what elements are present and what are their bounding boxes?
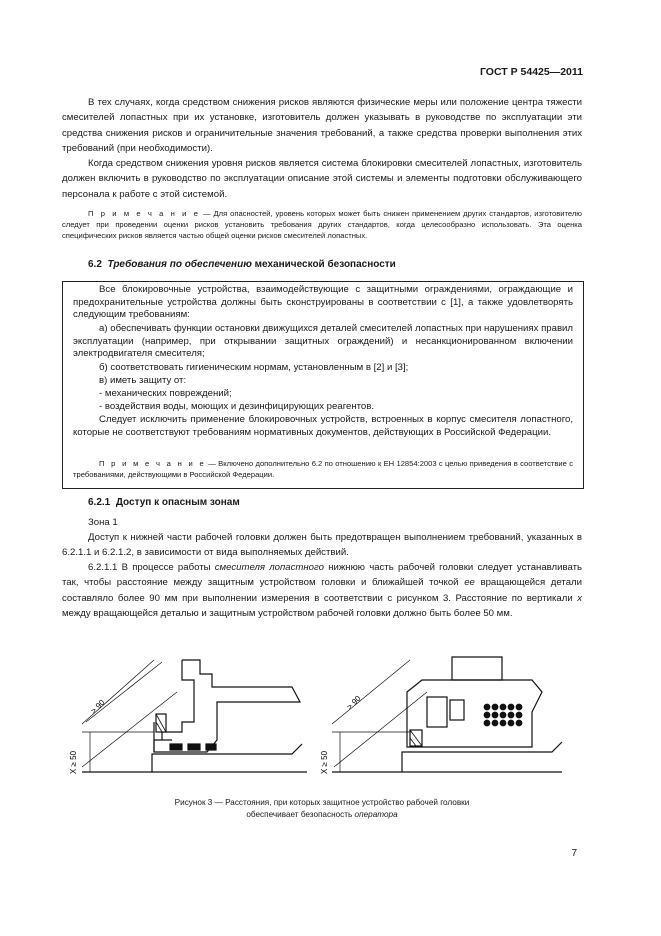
section-6-2-1-heading: [88, 497, 240, 508]
p4-part-g: между вращающейся деталью и защитным устройством рабочей головки должно быть более 50 мм.: [62, 607, 513, 619]
subsection-title: Доступ к опасным зонам: [115, 497, 240, 508]
p4-part-c: нижнюю часть рабочей головки следует устанавливать так, чтобы расстояние между защитным устройством головки и ближайшей точкой: [62, 562, 583, 589]
document-id: ГОСТ Р 54425—2011: [479, 66, 583, 78]
box-note: [73, 458, 573, 480]
box-item-b: б) соответствовать гигиеническим нормам, установленным в [2] и [3];: [99, 362, 409, 373]
caption-line2-text: обеспечивает безопасность: [246, 810, 355, 819]
right-vertical-dimension: X ≥ 50: [320, 750, 329, 774]
figure-3-drawing: [62, 652, 582, 792]
note-other-standards: [62, 208, 582, 241]
note-label: П р и м е ч а н и е: [88, 209, 201, 218]
p4-part-a: 6.2.1.1 В процессе работы: [88, 562, 215, 573]
box-intro: Все блокировочные устройства, взаимодействующие с защитными ограждениями, ограждающие и предохранительные устройства должны быть сконструированы в соответствии с [1], а также удовлетворять следующим требованиям:: [73, 284, 573, 321]
right-mixer-drawing: [332, 657, 562, 772]
page-number: 7: [571, 848, 577, 859]
box-note-label: П р и м е ч а н и е: [99, 459, 206, 468]
p4-part-f: x: [577, 592, 582, 604]
right-gear-pack: [484, 704, 522, 726]
requirements-box: [62, 281, 584, 489]
box-dash-water: - воздействия воды, моющих и дезинфицирующих реагентов.: [99, 401, 374, 412]
note-text: — Для опасностей, уровень которых может быть снижен применением других стандартов, изготовителю следует при проведении оценки рисков установить требования других стандартов, когда целесообразно использовать. Эта оценка специфических рисков является частью общей оценки рисков смесителей лопастных.: [62, 209, 582, 240]
box-dash-mechanical: - механических повреждений;: [99, 388, 232, 399]
section-title-italic: Требования по обеспечению: [107, 259, 252, 270]
left-vertical-dimension: X ≥ 50: [69, 750, 78, 774]
left-mixer-drawing: [82, 660, 307, 772]
zone-label: Зона 1: [88, 517, 118, 528]
box-note-text: — Включено дополнительно 6.2 по отношению к ЕН 12854:2003 с целью приведения в соответствие с требованиями, действующими в Российской Федерации.: [73, 459, 573, 479]
p4-part-b: смесителя лопастного: [214, 562, 324, 573]
caption-line2-italic: оператора: [354, 810, 398, 819]
box-item-a: а) обеспечивать функции остановки движущихся деталей смесителей лопастных при нарушениях правил эксплуатации (например, при открывании защитных ограждений) и несанкционированном включении электродвигателя смесителя;: [73, 323, 573, 360]
figure-caption-line1: Рисунок 3 — Расстояния, при которых защитное устройство рабочей головки: [174, 798, 470, 807]
paragraph-6-2-1-1: [62, 560, 582, 621]
box-closing: Следует исключить применение блокировочных устройств, встроенных в корпус смесителя лопастного, которые не соответствуют требованиям нормативных документов, действующих в Российской Федерации.: [73, 414, 573, 438]
section-6-2-heading: [88, 259, 396, 270]
paragraph-risk-measures: В тех случаях, когда средством снижения рисков являются физические меры или положение центра тяжести смесителей лопастных при их установке, изготовитель должен указывать в руководстве по эксплуатации эти средства снижения рисков и ограничительные значения требований, а также средства проверки выполнения этих требований (при необходимости).: [62, 97, 582, 154]
subsection-number: 6.2.1: [88, 497, 111, 508]
right-diagonal-dimension: > 90: [345, 693, 363, 712]
section-number: 6.2: [88, 259, 102, 270]
left-diagonal-dimension: > 90: [89, 697, 107, 716]
p4-part-e: вращающейся детали составляло более 90 мм при выполнении измерения в соответствии с рисунком 3. Расстояние по вертикали: [62, 577, 582, 604]
box-item-c: в) иметь защиту от:: [99, 375, 187, 386]
p4-part-d: ее: [464, 577, 475, 589]
paragraph-access-prevention: Доступ к нижней части рабочей головки должен быть предотвращен выполнением требований, указанных в 6.2.1.1 и 6.2.1.2, в зависимости от вида выполняемых действий.: [62, 532, 582, 559]
figure-caption-line2: [62, 809, 582, 821]
section-title-rest: механической безопасности: [251, 259, 396, 270]
paragraph-interlock-system: Когда средством снижения уровня рисков является система блокировки смесителей лопастных, изготовитель должен включить в руководство по эксплуатации описание этой системы и элементы подготовки обслуживающего персонала к работе с этой системой.: [62, 158, 582, 200]
